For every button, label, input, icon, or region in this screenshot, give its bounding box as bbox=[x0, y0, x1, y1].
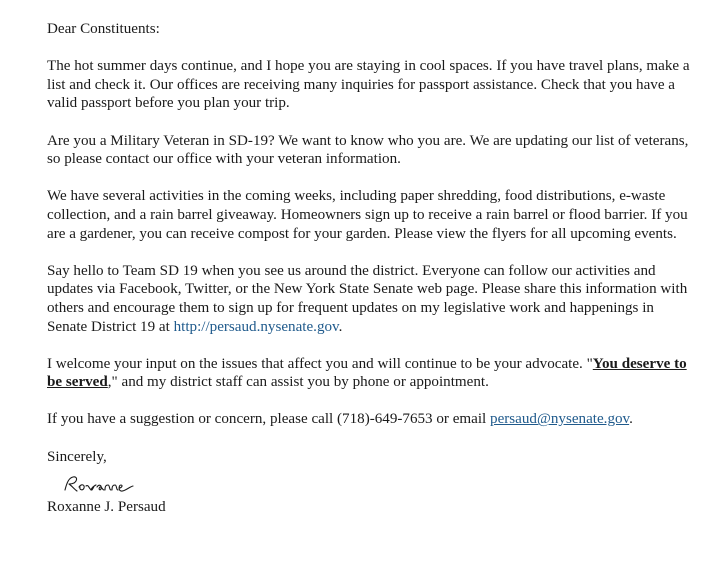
paragraph-contact bbox=[47, 410, 697, 429]
letter-body bbox=[47, 20, 697, 535]
closing: Sincerely, bbox=[47, 448, 107, 465]
contact-text: If you have a suggestion or concern, please call (718)-649-7653 or email bbox=[47, 411, 491, 428]
paragraph-veterans: Are you a Military Veteran in SD-19? We want to know who you are. We are updating our list of veterans, so please contact our office with your veteran information. bbox=[47, 132, 689, 168]
team-sd19-text: Say hello to Team SD 19 when you see us around the district. Everyone can follow our activities and updates via Facebook, Twitter, or the New York State Senate web page. Please share this information with others and encourage them to sign up for frequent updates on my legislative work and happenings in Senate District 19 at bbox=[47, 262, 688, 335]
team-sd19-end: . bbox=[338, 318, 343, 335]
senate-website-link[interactable]: http://persaud.nysenate.gov bbox=[173, 318, 339, 335]
signer-name: Roxanne J. Persaud bbox=[47, 499, 166, 516]
advocate-text-end: ," and my district staff can assist you by phone or appointment. bbox=[107, 374, 489, 391]
salutation: Dear Constituents: bbox=[47, 21, 160, 37]
paragraph-heat-passport: The hot summer days continue, and I hope you are staying in cool spaces. If you have travel plans, make a list and check it. Our offices are receiving many inquiries for passport assistance. Check that you have a valid passport before you plan your trip. bbox=[47, 58, 690, 112]
contact-end: . bbox=[629, 411, 633, 428]
advocate-text-start: I welcome your input on the issues that affect you and will continue to be your advocate. " bbox=[47, 355, 593, 372]
handwritten-signature bbox=[61, 472, 141, 496]
paragraph-advocate bbox=[47, 355, 697, 392]
deserve-to-be-served-emphasis: You deserve to be served bbox=[47, 355, 687, 391]
email-link[interactable]: persaud@nysenate.gov bbox=[490, 411, 630, 428]
paragraph-team-sd19 bbox=[47, 262, 697, 336]
paragraph-activities: We have several activities in the coming weeks, including paper shredding, food distributions, e-waste collection, and a rain barrel giveaway. Homeowners sign up to receive a rain barrel or flood barrier. If you are a gardener, you can receive compost for your garden. Please view the flyers for all upcoming events. bbox=[47, 188, 688, 242]
